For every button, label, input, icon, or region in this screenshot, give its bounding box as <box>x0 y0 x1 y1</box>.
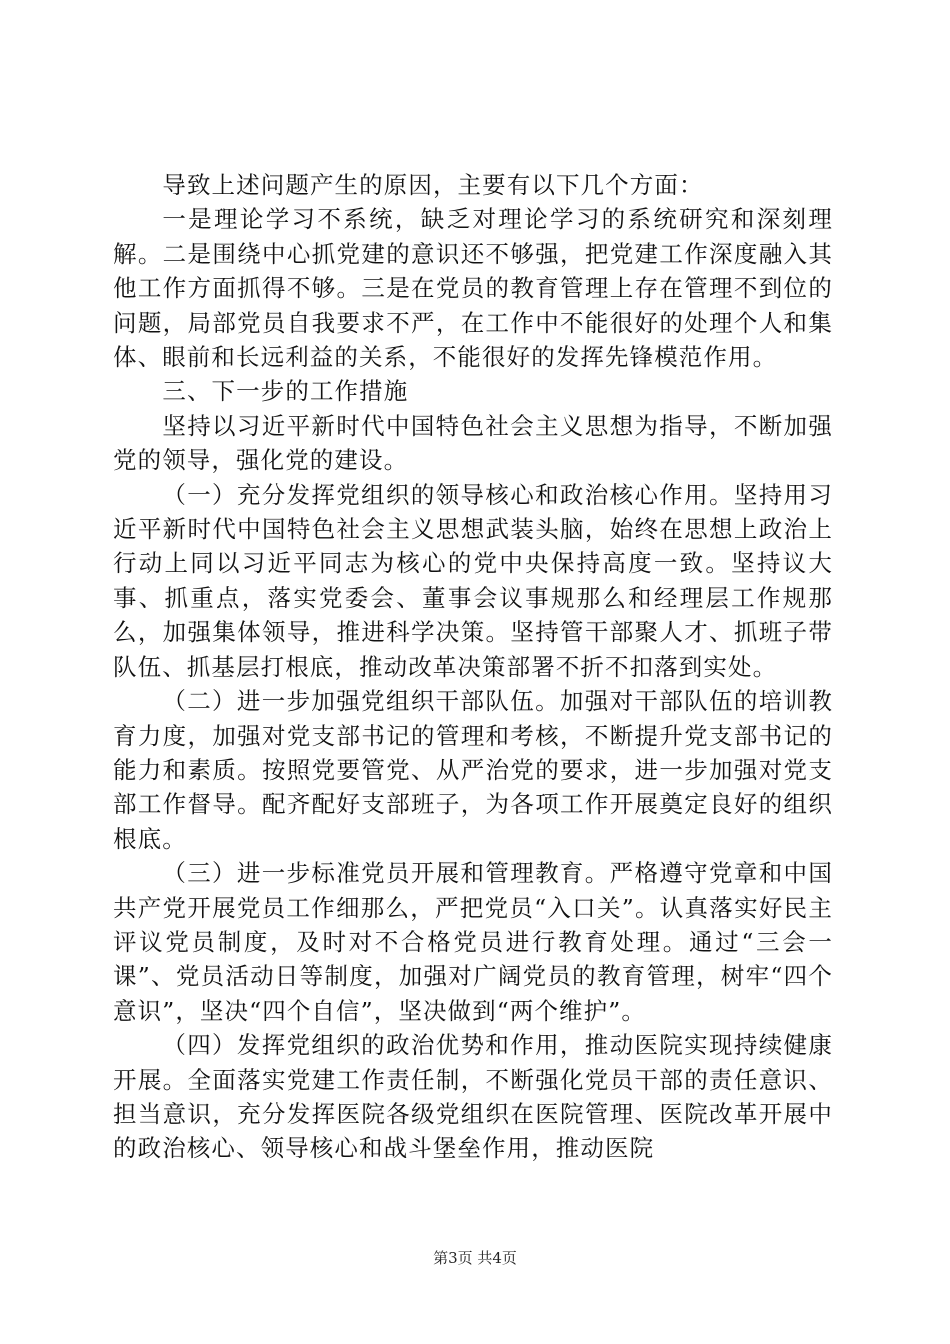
paragraph-measure-4: （四）发挥党组织的政治优势和作用，推动医院实现持续健康开展。全面落实党建工作责任制，不断强化党员干部的责任意识、担当意识，充分发挥医院各级党组织在医院管理、医院改革开展中的政治核心、领导核心和战斗堡垒作用，推动医院 <box>113 1031 833 1163</box>
paragraph-causes-intro: 导致上述问题产生的原因，主要有以下几个方面： <box>162 171 704 199</box>
paragraph-causes-detail: 一是理论学习不系统，缺乏对理论学习的系统研究和深刻理解。二是围绕中心抓党建的意识还不够强，把党建工作深度融入其他工作方面抓得不够。三是在党员的教育管理上存在管理不到位的问题，局部党员自我要求不严，在工作中不能很好的处理个人和集体、眼前和长远利益的关系，不能很好的发挥先锋模范作用。 <box>113 205 833 372</box>
paragraph-measure-1: （一）充分发挥党组织的领导核心和政治核心作用。坚持用习近平新时代中国特色社会主义思想武装头脑，始终在思想上政治上行动上同以习近平同志为核心的党中央保持高度一致。坚持议大事、抓重点，落实党委会、董事会议事规那么和经理层工作规那么，加强集体领导，推进科学决策。坚持管干部聚人才、抓班子带队伍、抓基层打根底，推动改革决策部署不折不扣落到实处。 <box>113 480 833 681</box>
paragraph-measure-2: （二）进一步加强党组织干部队伍。加强对干部队伍的培训教育力度，加强对党支部书记的管理和考核，不断提升党支部书记的能力和素质。按照党要管党、从严治党的要求，进一步加强对党支部工作督导。配齐配好支部班子，为各项工作开展奠定良好的组织根底。 <box>113 687 833 853</box>
page-number-footer: 第3页 共4页 <box>433 1249 517 1267</box>
document-body <box>113 168 833 1166</box>
section-heading-next-steps: 三、下一步的工作措施 <box>162 377 409 406</box>
paragraph-measure-3: （三）进一步标准党员开展和管理教育。严格遵守党章和中国共产党开展党员工作细那么，严把党员“入口关”。认真落实好民主评议党员制度，及时对不合格党员进行教育处理。通过“三会一课”、党员活动日等制度，加强对广阔党员的教育管理，树牢“四个意识”，坚决“四个自信”，坚决做到“两个维护”。 <box>113 859 833 1025</box>
paragraph-guiding-principle: 坚持以习近平新时代中国特色社会主义思想为指导，不断加强党的领导，强化党的建设。 <box>113 411 833 475</box>
